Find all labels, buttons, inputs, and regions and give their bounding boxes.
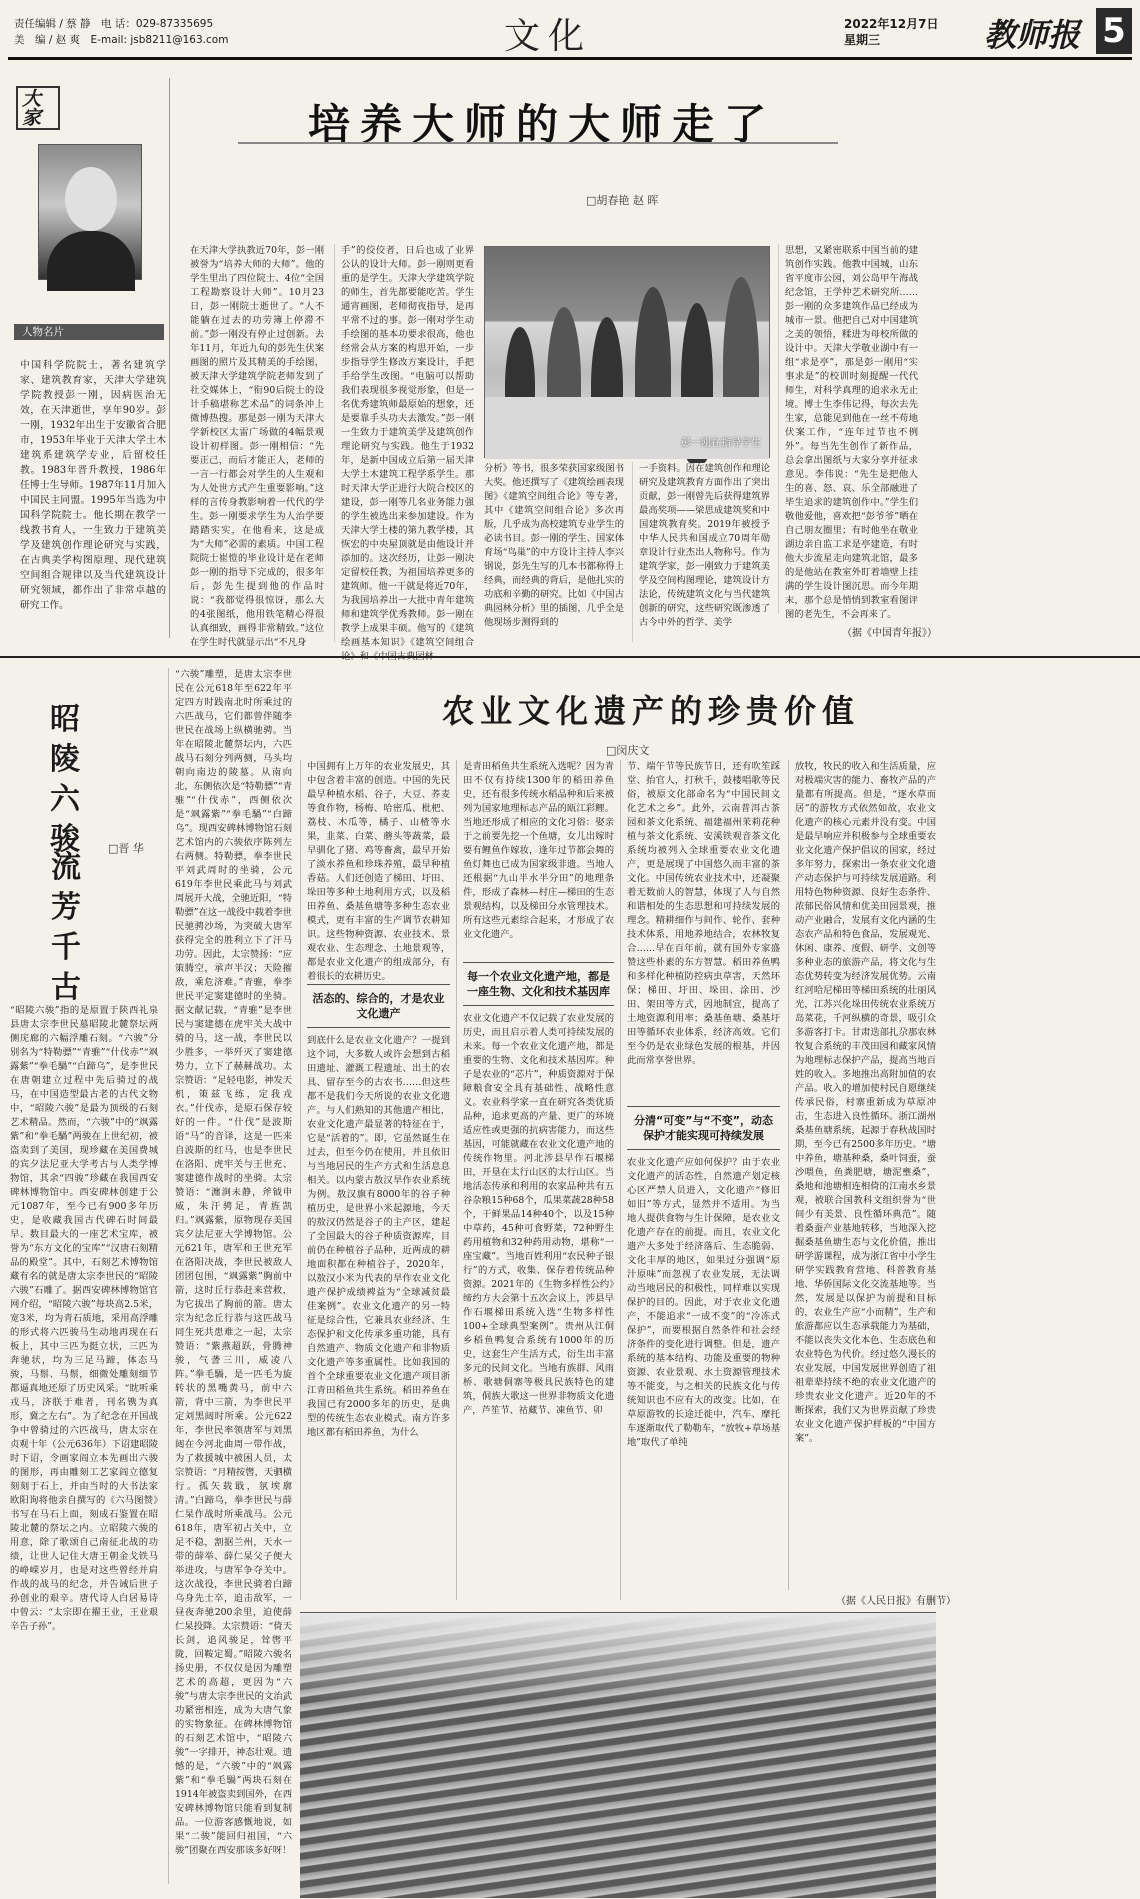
section-title: 文化 [504,16,593,57]
article3-title: 农业文化遗产的珍贵价值 [442,692,861,730]
editor-info [14,16,228,48]
section-divider [0,656,1140,658]
article3-source: （据《人民日报》有删节） [836,1596,956,1607]
article1-photo [484,246,770,458]
article3-col3: 节、端午节等民族节日，还有吹笙踩堂、抬官人，打秋千，鼓楼唱歌等民俗，被原文化部命名为“中国民间文化艺术之乡”。此外，云南普洱古茶园和茶文化系统、福建福州茉莉花种植与茶文化系统、安溪铁观音茶文化系统均被列入全球重要农业文化遗产，更是展现了中国悠久而丰富的茶文化。中国传统农业技术中，还凝聚着无数前人的智慧，体现了人与自然和谐相处的生态思想和可持续发展的理念。精耕细作与间作、轮作、套种技术体系，用地养地结合，农林牧复合……早在百年前，就有国外专家盛赞这些朴素的东方智慧。稻田养鱼鸭和多样化种植防控病虫草害，天然环保；梯田、圩田、垛田、涂田、沙田、架田等方式，因地制宜，提高了土地资源利用率；桑基鱼塘、桑基圩田等循环农业体系，经济高效。它们至今仍是农业绿色发展的根基，并因此而常享誉世界。 [627,761,780,1066]
photo-caption: 彭一刚在指导学生 [681,438,761,449]
page-number: 5 [1096,8,1132,54]
date-text: 2022年12月7日 [844,17,939,31]
terrace-photo [300,1612,936,1898]
column-tag: 大家 [16,86,60,130]
paper-name-logo: 教师报 [984,16,1081,54]
article1-title [308,92,776,152]
weekday-text: 星期三 [844,33,881,47]
article3-col1-wrap [300,760,450,1600]
article2-col1: “昭陵六骏”指的是原置于陕西礼泉县唐太宗李世民墓昭陵北麓祭坛两侧庑廊的六幅浮雕石刻。“六骏”分别名为“特勒骠”“青骓”“什伐赤”“飒露紫”“拳毛騧”“白蹄乌”，是李世民在唐朝建立过程中先后骑过的战马，在中国造型最古老的古代文物中，“昭陵六骏”是最为顶级的石刻艺术精品。然而，“六骏”中的“飒露紫”和“拳毛騧”两骏在上世纪初，被盗卖到了美国，现珍藏在美国费城的宾夕法尼亚大学考古与人类学博物馆，其余“四骏”珍藏在我国西安碑林博物馆中。西安碑林创建于公元1087年，至今已有900多年历史，是收藏我国古代碑石时间最早、数目最大的一座艺术宝库，被誉为“东方文化的宝库”“汉唐石刻精品的殿堂”。其中，石刻艺术博物馆藏有名的就是唐太宗李世民的“昭陵六骏”石雕了。据西安碑林博物馆官网介绍，“昭陵六骏”每块高2.5米，宽3米，均为青石质地，采用高浮雕的形式将六匹骏马生动地再现在石板上，其中三匹为挺立状，三匹为奔驰状，均为三足马蹄，体态马骏，马鬃、马鬃，细微处雕刻细节都逼真地还原了历史风采。“眈听乘戎马，济朕于难者，刊名镌为真形，冀之左右”。为了纪念在开国战争中曾骑过的六匹战马，唐太宗在贞观十年（公元636年）下诏建昭陵时下诏，令画家阎立本先画出六骏的图形，再由雕刻工艺家阎立德复刻刻于石上，并由当时的大书法家欧阳询将他亲自撰写的《六马图赞》书写在马石上面，刻成石鉴置在昭陵北麓的祭坛之内。立昭陵六骏的用意，除了歌颂自己南征北战的功绩，让世人记住大唐王朝金戈铁马的峥嵘岁月，也是对这些曾经并肩作战的战马的纪念，并告诫后世子孙创业的艰辛。唐代诗人白居易诗中曾云：“太宗即在擢王业，王业艰辛告子孙”。 [10,1005,158,1632]
portrait-photo [38,144,142,280]
article3-col3b: 农业文化遗产应如何保护？由于农业文化遗产的活态性，自然遗产划定核心区严禁人员进入，文化遗产“修旧如旧”等方式，显然并不适用。为当地人提供食物与生计保障，是农业文化遗产存在的前提。而且，农业文化遗产大多处于经济落后、生态脆弱、文化丰厚的地区，如果过分强调“原汁原味”而忽视了农业发展，无法调动当地居民的积极性，同样难以实现保护的目的。因此，对于农业文化遗产，不能追求“一成不变”的“冷冻式保护”，而要根据自然条件和社会经济条件的变化进行调整。但是，遗产系统的基本结构、功能及重要的物种资源、农业景观、水土资源管理技术等不能变，与之相关的民族文化与传统知识也不应有大的改变。比如，在草原游牧的长途迁徙中，汽车、摩托车逐渐取代了勒勒车，“放牧+草场基地”取代了单纯 [627,1157,780,1448]
article3-col2: 是青田稻鱼共生系统入选呢？因为青田不仅有持续1300年的稻田养鱼史，还有很多传统水稻品种和后来被列为国家地理标志产品的瓯江彩鲤。当地还形成了相应的文化习俗：娶亲于之前要先挖一个鱼塘，女儿出嫁时要有鲤鱼作嫁妆，逢年过节都会舞的鱼灯舞也已成为国家级非遗。当地人还根据“九山半水半分田”的地理条件，形成了森林—村庄—梯田的生态景观结构，以及梯田分水管理技术。所有这些元素综合起来，才形成了农业文化遗产。 [463,761,614,940]
article2-title-line1: 昭陵六骏 [50,702,82,857]
article1-source: （据《中国青年报》） [842,628,937,639]
article3-col1b: 到底什么是农业文化遗产？一提到这个词，大多数人或许会想到古稻田遗址、灌溉工程遗址、出土的农具、留存至今的古农书……但这些都不是我们今天所说的农业文化遗产。与人们熟知的其他遗产相比，农业文化遗产最显著的特征在于，它是“活着的”。即，它虽然诞生在过去，但至今仍在使用，并且依旧与当地居民的生产方式和生活息息相关。以内蒙古敖汉旱作农业系统为例。敖汉旗有8000年的谷子种植历史，是世界小米起源地，今天的敖汉仍然是谷子的主产区，建起了全国最大的谷子种质资源库，目前仍在种植谷子品种，近两成的耕地面积都在种植谷子，2020年，以敖汉小米为代表的旱作农业文化遗产保护成绩裨益为“全球减贫最佳案例”。农业文化遗产的另一特征是综合性，它兼具农业经济、生态保护和文化传承多重功能，具有自然遗产、物质文化遗产和非物质文化遗产等多重属性。比如我国的首个全球重要农业文化遗产项目浙江青田稻鱼共生系统。稻田养鱼在我国已有2000多年的历史，是典型的传统生态农业模式。南方许多地区都有稻田养鱼，为什么 [307,1035,450,1438]
page-header [8,6,1132,60]
article3-byline: □闵庆文 [606,744,650,757]
article3-subhead3: 分清“可变”与“不变”，动态保护才能实现可持续发展 [627,1106,780,1150]
article2-byline: □晋 华 [108,842,144,855]
designer-line: 美 编 / 赵 爽 E-mail: jsb8211@163.com [14,34,229,46]
article1-byline: □胡春艳 赵 晖 [586,194,659,207]
article1-col4: 一手资料。因在建筑创作和理论研究及建筑教育方面作出了突出贡献，彭一刚曾先后获得建筑界最高奖项——梁思成建筑奖和中国建筑教育奖。2019年被授予中华人民共和国成立70周年勋章设计行业杰出人物称号。作为建筑学家，彭一刚致力于建筑美学及空间构图理论，建筑设计方法论，传统建筑文化与当代建筑创新的研究，这些研究既渗透了古今中外的哲学、美学 [632,462,770,642]
person-bio: 中国科学院院士，著名建筑学家、建筑教育家，天津大学建筑学院教授彭一刚，因病医治无效，在天津逝世，享年90岁。彭一刚，1932年出生于安徽省合肥市，1953年毕业于天津大学土木建筑系建筑学专业，后留校任教。1983年晋升教授，1986年任博士生导师。1987年11月加入中国民主同盟。1995年当选为中国科学院院士。他长期在教学一线教书育人，一生致力于建筑美学及建筑创作理论研究与实践，在古典美学构图原理、现代建筑空间组合规律以及当代建筑设计研究领域，都作出了非常卓越的研究工作。 [20,360,166,611]
article3-col3-wrap [620,760,780,1600]
article1-col2: 手”的佼佼者，日后也成了业界公认的设计大师。彭一刚则更看重的是学生。天津大学建筑学院的师生，首先都要能吃苦。学生通宵画图，老师彻夜指导，是再平常不过的事。彭一刚对学生动手绘图的基本功要求很高，他也经常会从方案的构思开始，一步步指导学生修改方案设计，手把手给学生改图。“电脑可以帮助我们表现很多视觉形象，但是一名优秀建筑师最原始的想象，还是要靠手头功夫去激发。”彭一刚一生致力于建筑美学及建筑创作理论研究与实践。他生于1932年，是新中国成立后第一届天津大学土木建筑工程学系学生。那时天津大学正进行大院合校区的建设，彭一刚等几名业务能力强的学生被选出来参加建设。作为天津大学土楼的第九教学楼，其恢宏的中央屋顶就是由他设计并添加的。这次经历，让彭一刚决定留校任教，为祖国培养更多的建筑师。他一干就是将近70年，为我国培养出一大批中青年建筑师和建筑学优秀教师。彭一刚在教学上成果丰硕。他写的《建筑绘画基本知识》《建筑空间组合论》和《中国古典园林 [334,244,474,642]
article1-col1: 在天津大学执教近70年，彭一刚被誉为“培养大师的大师”。他的学生里出了四位院士、4位“全国工程勘察设计大师”。10月23日，彭一刚院士逝世了。“人不能躺在过去的功劳簿上停滞不前。”彭一刚没有停止过创新。去年11月，年近九旬的彭先生伏案画图的照片及其精美的手绘图，被天津大学建筑学院老师发到了社交媒体上，“衔90后院士的设计手稿堪称艺术品”的词条冲上微博热搜。那是彭一刚为天津大学新校区太雷广场做的4幅景观设计初样图。彭一刚相信：“先要正己，而后才能正人，老师的一言一行都会对学生的人生观和为人处世方式产生重要影响。”这样的言传身教影响着一代代的学生。彭一刚要求学生为人治学要踏踏实实，在他看来，这是成为“大师”必需的素质。中国工程院院士崔愷的毕业设计是在老师彭一刚的指导下完成的，很多年后，彭先生提到他的作品时说：“我都觉得很惊讶，那么大的4张图纸，他用铁笔精心得很认真细致，画得非常精致。”这位在学生时代就显示出“不凡身 [190,245,324,648]
person-card [10,78,170,638]
article3-col1: 中国拥有上万年的农业发展史，其中包含着丰富的创造。中国的先民最早种植水稻、谷子，大豆、荞麦等食作物，杨梅、哈密瓜、枇杷、荔枝、木瓜等，橘子、山楂等水果，韭菜、白菜、蘑头等蔬菜，最早驯化了猪、鸡等畜禽，最早开始了淡水养鱼和珍珠养殖，最早种植香菇。人们还创造了梯田、圩田、垛田等多种土地利用方式，以及稻田养鱼、桑基鱼塘等多种生态农业模式，更有丰富的生产调节农耕知识。这些物种资源、农业技术、景观农业、生态理念、土地景观等，都是农业文化遗产的组成部分，有着很长的农耕历史。 [307,761,450,982]
article1-col5: 思想，又紧密联系中国当前的建筑创作实践。他教中国城，山东省平度市公园，刘公岛甲午海战纪念馆，王学仲艺术研究所……彭一刚的众多建筑作品已经成为城市一景。他把自己对中国建筑之美的领悟，糅进为母校所做的设计中。天津大学敬业湖中有一组“求是亭”，那是彭一刚用“实事求是”的校训时刻提醒一代代师生，对科学真理的追求永无止境。博士生李伟记得，每次去先生家，总能见到他在一丝不苟地伏案工作，“连年过节也不例外”。每当先生创作了新作品，总会拿出图纸与大家分享并征求意见。李伟说：“先生是把他人生的喜、怒、哀、乐全部融进了毕生追求的建筑创作中。”学生们敬他爱他，喜欢把“彭爷爷”晒在自己朋友圈里；有时他坐在敬业湖边亲自监工求是亭建造，有时他大步流星走向建筑北馆，最多的是他站在教室外盯着墙壁上挂满的学生设计图沉思。而今年期末，那个总是悄悄到教室看图评图的老先生，不会再来了。 [778,244,918,614]
article3-col2-wrap [456,760,614,1600]
article1-title-text: 培养大师的大师走了 [308,100,777,149]
article3-subhead2: 每一个农业文化遗产地，都是一座生物、文化和技术基因库 [463,962,614,1006]
person-card-label: 人物名片 [14,324,164,340]
article3-col4: 放牧，牧民的收入和生活质量，应对极端灾害的能力、畜牧产品的产量都有所提高。但是，“逐水草而居”的游牧方式依然如故，农业文化遗产的核心元素并没有变。中国是最早响应并积极参与全球重要农业文化遗产保护倡议的国家，经过多年努力，探索出一条农业文化遗产动态保护与可持续发展道路。利用特色物种资源、良好生态条件、浓郁民俗风情和优美田园景观，推动产业融合，发展有文化内涵的生态农产品和特色食品，发展观光、休闲、康养、度假、研学、文创等多种业态的旅游产品，将文化与生态优势转变为经济发展优势。云南红河哈尼梯田等梯田系统的壮丽风光，江苏兴化垛田传统农业系统万岛菜花，千河纵横的奇景，吸引众多游客打卡。甘肃迭部扎尕那农林牧复合系统的丰茂田园和藏家风情为地理标志保护产品，提高当地百姓的收入。多地推出高附加值的农产品。收入的增加使村民自愿继续传承民俗，村寨重新成为草原冲击，生态进入良性循环。浙江湖州桑基鱼塘系统，起源于春秋战国时期，至今已有2500多年历史。“塘中养鱼，塘基种桑，桑叶饲蚕，蚕沙喂鱼，鱼粪肥塘，塘泥壅桑”，桑地和池塘相连相倚的江南水乡景观，被联合国教科文组织誉为“世间少有美景、良性循环典范”。随着桑蚕产业基地转移，当地深入挖掘桑基鱼塘生态与文化价值，推出研学游课程，成为浙江省中小学生研学实践教育营地、科普教育基地、华侨国际文化交流基地等。当然，发展是以保护为前提和目标的，农业生产应“小而精”，生产和旅游都应以生态承载能力为基础，不能以丧失文化本色、生态底色和农业特色为代价。经过悠久漫长的农业发展，中国发展世界创造了祖祖辈辈持续不绝的农业文化遗产的珍贵农业文化遗产。近20年的不断探索，我们又为世界贡献了珍贵农业文化遗产保护样板的“中国方案”。 [788,760,936,1590]
article3-col2b: 农业文化遗产不仅记载了农业发展的历史，而且启示着人类可持续发展的未来。每一个农业文化遗产地，都是重要的生物、文化和技术基因库。种子是农业的“芯片”，种质资源对于保障粮食安全具有基础性、战略性意义。农业科学家一直在研究各类优质品种，追求更高的产量、更广的环境适应性或更强的抗病害能力，而这些基因，可能就藏在农业文化遗产地的传统作物里。河北涉县早作石堰梯田，开垦在太行山区的太行山区。当地活态传承和利用的农家品种共有五谷杂粮15种68个，瓜果菜蔬28种58个，干鲜果品14种40个，以及15种中草药，45种可食野菜，72种野生药用植物和32种药用动物，堪称“一座宝藏”。当地百姓利用“农民种子银行”的方式，收集、保存着传统品种资源。2021年的《生物多样性公约》缔约方大会第十五次会议上，涉县早作石堰梯田系统入选“生物多样性100+全球典型案例”。贵州从江侗乡稻鱼鸭复合系统有1000年的历史，这套生产生活方式，衍生出丰富多元的民间文化。当地有族群、风雨桥、歌塘侗寨等极具民族特色的建筑，侗族大歌这一世界非物质文化遗产，芦笙节、祜藏节、凍鱼节、卯 [463,1013,614,1416]
article2-title-line2: 流芳千古 [51,850,81,1005]
editor-line: 责任编辑 / 蔡 静 电 话：029-87335695 [14,18,214,30]
issue-date [844,16,938,48]
article1-col3: 分析》等书，很多荣获国家级图书大奖。他还撰写了《建筑绘画表现图》《建筑空间组合论》等专著，其中《建筑空间组合论》多次再版，几乎成为高校建筑专业学生的必读书目。彭一刚的学生、国家体育场“鸟巢”的中方设计主持人李兴钢说，彭先生写的几本书都称得上经典，而经典的背后，是他扎实的功底和辛勤的研究。比如《中国古典园林分析》里的插图，几乎全是他现场步测得到的 [484,463,624,628]
article3-subhead1: 活态的、综合的，才是农业文化遗产 [307,984,450,1028]
article2-col2: “六骏”雕塑，是唐太宗李世民在公元618年至622年平定四方时践南北时所乘过的六匹战马，它们都曾伴随李世民在战场上纵横驰骋。当年在昭陵北麓祭坛内，六匹战马石刻分列两侧，马头均朝向南边的陵墓。从南向北，东侧依次是“特勒骠”“青骓”“什伐赤”，西侧依次是“飒露紫”“拳毛騧”“白蹄乌”。现西安碑林博物馆石刻艺术馆内的六骏依序陈列左右两侧。特勒骠，拳李世民平刘武周时的坐骑，公元619年李世民乘此马与刘武周展开大战，全驰近阳，“特勒骠”在这一战役中载着李世民驰骋沙场，为突破大唐军获得完全的胜利立下了汗马功劳。因此，太宗赞扬：“应策腾空，承声半汉；天险摧敌，乘危济难。”青骓，拳李世民平定窦建德时的坐骑。据文献记载，“青骓”是李世民与窦建德在虎牢关大战中骑的马，这一战，李世民以少胜多，一举歼灭了窦建德势力，立下了赫赫战功。太宗赞语：“足轻电影，神发天机，策兹飞练，定我戎衣。”什伐赤，是原石保存较好的一件。“什伐”是波斯语“马”的音译，这是一匹来自波斯的红马，也是李世民在洛阳、虎牢关与王世充、窦建德作战时的坐骑。太宗赞语：“瀍涧未静，斧钺申威，朱汗骋足，青旌凯归。”飒露紫，原物现存美国宾夕法尼亚大学博物馆。公元621年，唐军和王世充军在洛阳决战，李世民被敌人团团包围，“飒露紫”胸前中箭，这时丘行恭赶来营救，为它拔出了胸前的箭。唐太宗为纪念丘行恭与这匹战马同生死共患难之一起，太宗赞语：“紫燕超跃，骨腾神骏，气詟三川，威凌八阵。”拳毛騧，是一匹毛为旋转状的黑嘴黄马，前中六箭，背中三箭，为李世民平定刘黑闼时所乘。公元622年，李世民率领唐军与刘黑闼在今河北曲周一带作战，为了救援城中被困人员，太宗赞语：“月精按辔，天驷横行。孤矢载戢，氛埃廓清。”白蹄乌，拳李世民与薛仁杲作战时所乘战马。公元618年，唐军初占关中，立足不稳，割据兰州，天水一带的薛举、薛仁杲父子便大举进攻，与唐军争夺关中。这次战役，李世民骑着白蹄乌身先士卒，追击敌军，一昼夜奔驰200余里，迫使薛仁杲投降。太宗赞语：“倚天长剑，追风骏足，耸辔平陇，回鞍定蜀。”昭陵六骏名扬史册，不仅仅是因为雕塑艺术的高超，更因为“六骏”与唐太宗李世民的文治武功紧密相连，成为大唐气象的实物象征。在碑林博物馆的石刻艺术馆中，“昭陵六骏”一字排开，神态壮观。遗憾的是，“六骏”中的“飒露紫”和“拳毛騧”两块石刻在1914年被盗卖到国外，在西安碑林博物馆只能看到复制品。一位游客感慨地说，如果“二骏”能回归祖国，“六骏”团聚在西安那该多好呀！ [168,668,292,1884]
